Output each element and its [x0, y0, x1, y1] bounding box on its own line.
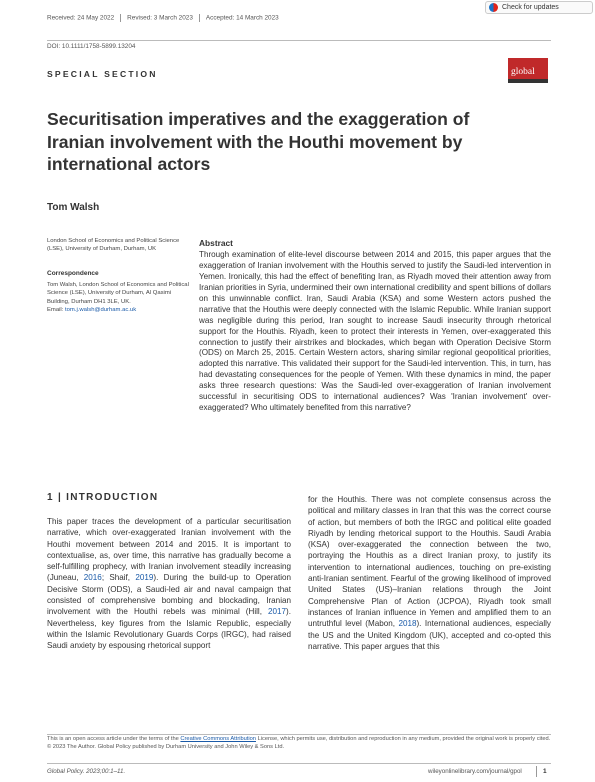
citation-link[interactable]: 2019	[135, 573, 154, 583]
correspondence-text	[47, 281, 192, 315]
check-for-updates-button[interactable]	[485, 1, 593, 14]
abstract-heading: Abstract	[199, 238, 233, 248]
body-column-left	[47, 516, 291, 652]
paragraph-text: ). During the build-up to Operation Decisive Storm (ODS), a Saudi-led air and naval campaign that consisted of comprehensive bombing and blockading, Iranian involvement with the Houthi rebels was minimal (Hill,	[47, 573, 291, 617]
journal-site-link[interactable]: wileyonlinelibrary.com/journal/gpol	[428, 768, 522, 775]
email-link[interactable]: tom.j.walsh@durham.ac.uk	[65, 307, 137, 314]
logo-bar	[508, 79, 548, 83]
doi[interactable]: DOI: 10.1111/1758-5899.13204	[47, 43, 136, 50]
global-policy-logo	[508, 58, 548, 80]
paragraph-text: ). International audiences, especially the US and the United Kingdom (UK), accepted and co-opted this narrative. This paper argues that this	[308, 619, 551, 651]
article-dates	[47, 14, 279, 22]
journal-citation: Global Policy. 2023;00:1–11.	[47, 768, 126, 775]
divider	[199, 14, 200, 22]
logo-text: global	[511, 67, 535, 77]
footer-rule	[47, 734, 551, 735]
license-text: This is an open access article under the terms of the	[47, 736, 181, 742]
paragraph-text: for the Houthis. There was not complete consensus across the political and military classes in Iran that this was the correct course of action, but members of both the IRGC and political elite goaded Riyadh by lending rhetorical support to the Houthis. Saudi Arabia (KSA) over-exaggerated the connection between the two, portraying the Houthis as a direct Iranian proxy, to justify its intervention to international audiences, touching on pre-existing anti-Iranian sentiment. Fearful of the growing likelihood of improved United States (US)–Iranian relations through the Joint Comprehensive Plan of Action (JCPOA), Riyadh took small instances of Iranian influence in Yemen and amplified them to an untruthful level (Mabon,	[308, 495, 551, 629]
affiliation: London School of Economics and Political Science (LSE), University of Durham, Durham, UK	[47, 238, 180, 253]
email-label: Email:	[47, 307, 64, 314]
header-rule	[47, 40, 551, 41]
citation-link[interactable]: 2018	[398, 619, 417, 629]
introduction-heading: 1 | INTRODUCTION	[47, 492, 159, 503]
paragraph-text: This paper traces the development of a particular securitisation narrative, which over-exaggerated Iranian involvement with the Houthi movement between 2014 and 2015. It is important to contextualise, as, over time, this narrative has gradually become a self-fulfilling prophecy, with Iranian involvement steadily increasing (Juneau,	[47, 517, 291, 583]
citation-link[interactable]: 2017	[268, 607, 287, 617]
citation-link[interactable]: 2016	[83, 573, 102, 583]
correspondence-address: Tom Walsh, London School of Economics and Political Science (LSE), University of Durham, Al Qasimi Building, Durham DH1 3LE, UK.	[47, 282, 189, 305]
correspondence-heading: Correspondence	[47, 270, 99, 277]
accepted-date: Accepted: 14 March 2023	[205, 14, 279, 22]
license-text-end: License, which permits use, distribution and reproduction in any medium, provided the original work is properly cited.	[255, 736, 551, 742]
copyright: © 2023 The Author. Global Policy published by Durham University and John Wiley & Sons Ltd.	[47, 743, 285, 750]
check-for-updates-label: Check for updates	[502, 4, 559, 11]
divider	[536, 766, 537, 777]
section-label: SPECIAL SECTION	[47, 69, 158, 79]
abstract-text: Through examination of elite-level discourse between 2014 and 2015, this paper argues that the exaggeration of Iranian involvement with the Houthis served to justify the Saudi-led intervention in Yemen. Ironically, this had the effect of benefiting Iran, as Riyadh moved their attention away from Iranian priorities in Syria, undermined their own international credibility and spent billions of dollars on this unwinnable conflict. Iran, Saudi Arabia (KSA) and some Western actors pushed the narrative that the Houthis were deeply connected with the Islamic Republic. While Iranian support was negligible during this period, Iran sought to increase Saudi insecurity through rhetorical support for the Houthis. Riyadh, keen to protect their interests in Yemen, over-exaggerated this connection to justify their airstrikes and blockades, which began with Operation Decisive Storm (ODS) on March 25, 2015. Certain Western actors, sharing similar regional geopolitical priorities, adopted this narrative. This validated their support for the Saudi-led intervention. This, in turn, has had devastating consequences for the people of Yemen. With these dynamics in mind, the paper asks three research questions: Was the Saudi-led over-exaggeration of Iranian involvement successful in securitising ODS to international audiences? Was 'Iranian involvement' over-exaggerated? Who ultimately benefited from this narrative?	[199, 250, 551, 413]
body-column-right	[308, 494, 551, 652]
paragraph-text: ). Nevertheless, key figures from the Islamic Republic, especially within the Islamic Revolutionary Guards Corps (IRGC), had raised Saudi anxiety by espousing rhetorical support	[47, 607, 291, 651]
license-link[interactable]: Creative Commons Attribution	[180, 736, 256, 742]
bottom-rule	[47, 763, 551, 764]
revised-date: Revised: 3 March 2023	[127, 14, 193, 22]
page-number: 1	[543, 768, 547, 775]
license-footer	[47, 736, 551, 751]
divider	[120, 14, 121, 22]
received-date: Received: 24 May 2022	[47, 14, 115, 22]
crossmark-icon	[489, 3, 498, 12]
article-title: Securitisation imperatives and the exaggeration of Iranian involvement with the Houthi movement by international actors	[47, 109, 470, 174]
author-name: Tom Walsh	[47, 202, 100, 213]
paragraph-text: ; Shaif,	[101, 573, 136, 583]
